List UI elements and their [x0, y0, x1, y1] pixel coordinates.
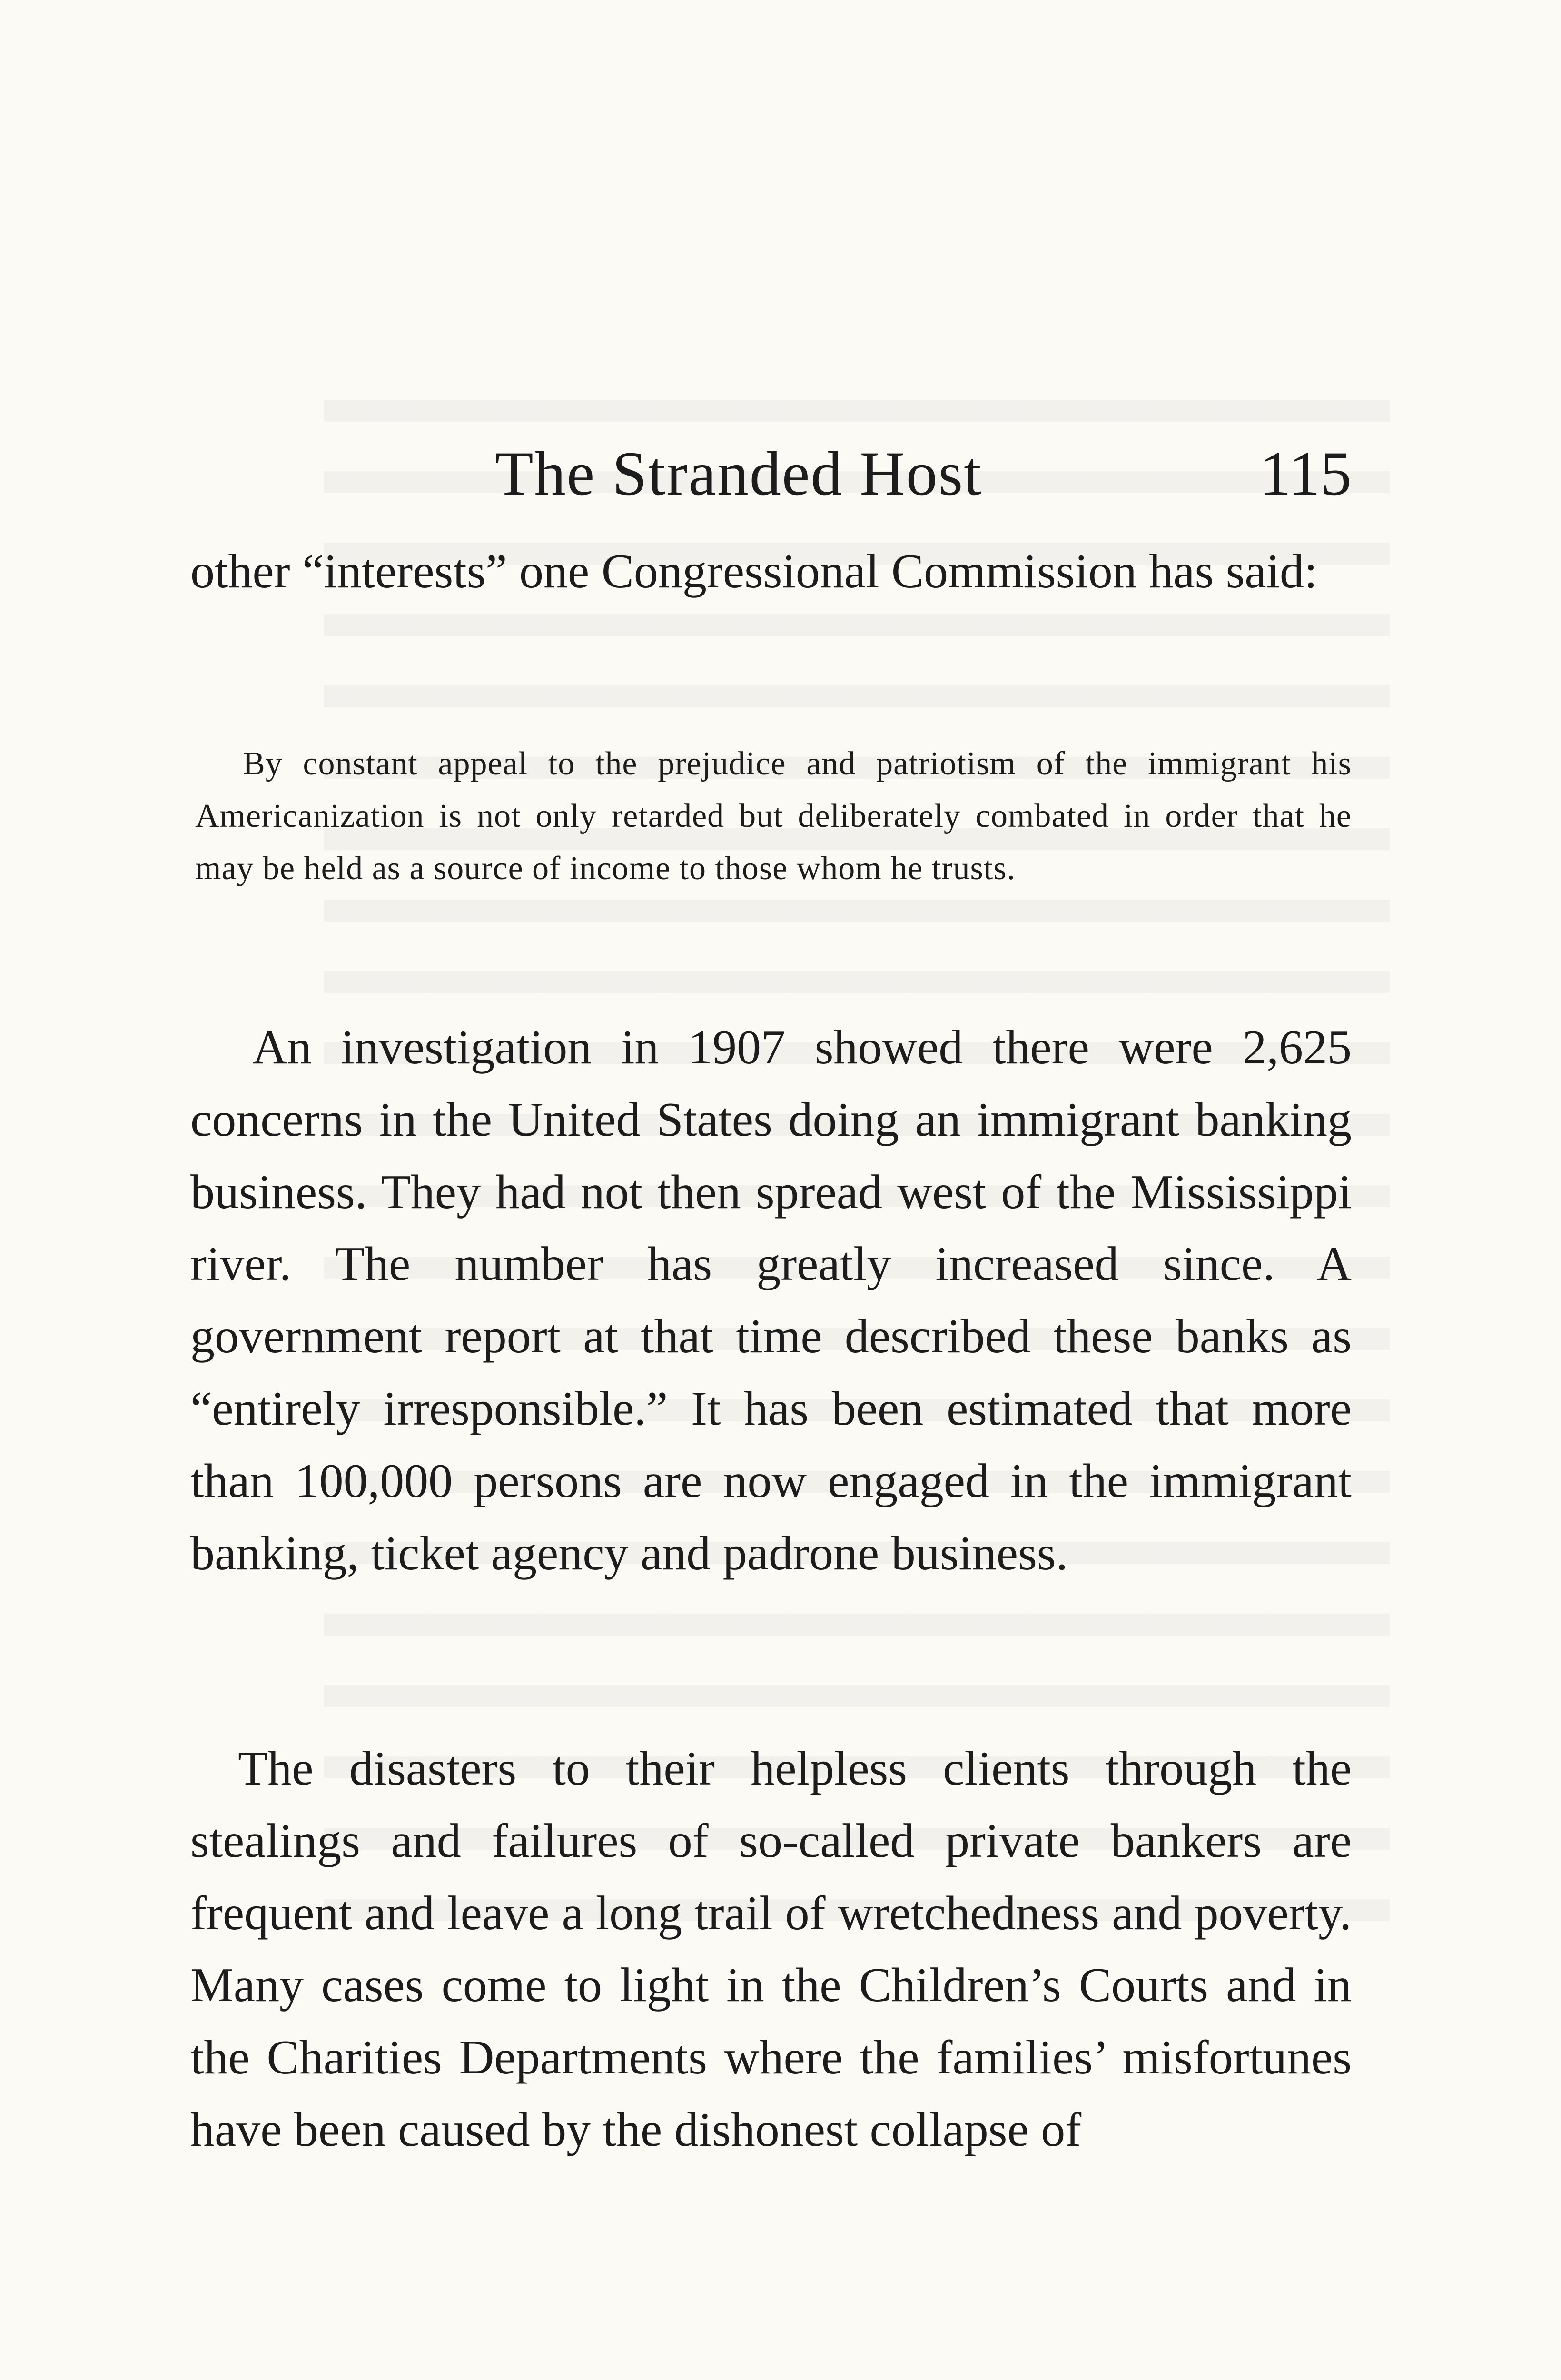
paragraph-continued: other “interests” one Congressional Commission has said:: [190, 545, 1318, 598]
quote-text: By constant appeal to the prejudice and patriotism of the immigrant his Americanization is not only retarded but deliberately combated in order that he may be held as a source of income to those whom he trusts.: [195, 745, 1352, 887]
paragraph-investigation: An investigation in 1907 showed there were 2,625 concerns in the United States doing an immigrant banking business. They had not then spread west of the Mississippi river. The number has greatly increased since. A government report at that time described these banks as “entirely irresponsible.” It has been estimated that more than 100,000 persons are now engaged in the immigrant banking, ticket agency and padrone business.: [190, 1021, 1352, 1580]
running-title: The Stranded Host: [495, 438, 982, 508]
page-number: 115: [1259, 438, 1352, 508]
page-header: [190, 431, 1352, 516]
commission-quote: [195, 738, 1352, 895]
paragraph-disasters: The disasters to their helpless clients through the stealings and failures of so-called private bankers are frequent and leave a long trail of wretchedness and poverty. Many cases come to light in the Children’s Courts and in the Charities Departments where the families’ misfortunes have been caused by the dishonest collapse of: [190, 1742, 1352, 2157]
